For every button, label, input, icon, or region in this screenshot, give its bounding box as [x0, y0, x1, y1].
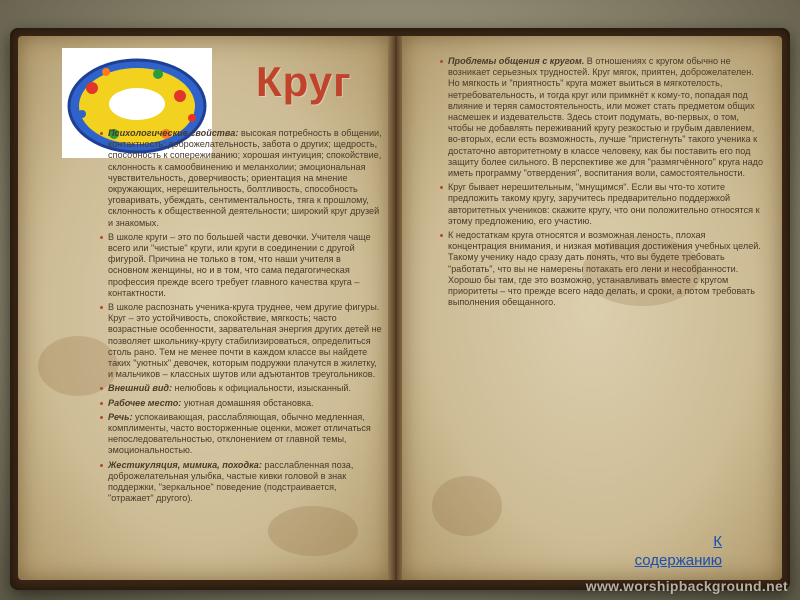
- watermark: www.worshipbackground.net: [585, 578, 788, 594]
- left-paragraph-item-heading: Психологические свойства:: [108, 128, 239, 138]
- page-title: Круг: [256, 58, 352, 105]
- contents-link[interactable]: [635, 532, 722, 570]
- left-text-block: [108, 128, 383, 508]
- contents-link-line2[interactable]: содержанию: [634, 552, 722, 569]
- left-paragraph-item-text: успокаивающая, расслабляющая, обычно медленная, комплименты, часто восторженные оценки, может отличаться непоследовательностью, отклонением от главной темы, эмоциональностью.: [108, 411, 371, 456]
- left-paragraph-item-text: В школе круги – это по большей части девочки. Учителя чаще всего или "чистые" круги, или круги в соединении с другой фигурой. Причина не только в том, что наши учителя в основном женщины, но и в том, что сама педагогическая профессия прежде всего требует главного качества круга – контактности.: [108, 231, 371, 298]
- right-paragraph-item-text: Круг бывает нерешительным, "мнущимся". Если вы что-то хотите предложить такому кругу, заручитесь предварительно поддержкой авторитетных учеников: скажите кругу, что они положительно относятся к этому предложению, его участию.: [448, 182, 760, 226]
- left-paragraph-item-text: расслабленная поза, доброжелательная улыбка, частые кивки головой в знак поддержки, "зеркальное" поведение (подстраивается, "отражает" другого).: [108, 459, 354, 504]
- right-paragraph-item: [448, 56, 766, 179]
- left-paragraph-item-heading: Рабочее место:: [108, 397, 182, 408]
- open-book: [10, 28, 790, 590]
- left-paragraph-item-heading: Речь:: [108, 411, 133, 422]
- right-text-block: [448, 56, 766, 311]
- left-paragraph-item: [108, 412, 383, 457]
- left-paragraph-item: [108, 383, 383, 394]
- left-paragraph-item: [108, 302, 383, 380]
- left-paragraph-item-text: нелюбовь к официальности, изысканный.: [172, 383, 352, 394]
- right-paragraph-item-heading: Проблемы общения с кругом.: [448, 56, 585, 66]
- left-paragraph-item: [108, 128, 383, 229]
- contents-link-line1[interactable]: К: [713, 533, 722, 550]
- right-paragraph-item-text: В отношениях с кругом обычно не возникает серьезных трудностей. Круг мягок, приятен, доброжелателен. Но мягкость и "приятность" круга может выиться в мягкотелость, нетребовательность, и тогда круг или примкнёт к кому-то, попадая под влияние и теряя самостоятельность, или может стать предметом общих насмешек и издевательств. Здесь стоит подумать, во-первых, о том, чтобы не добавлять переживаний кругу резкостью и грубым давлением, во-вторых, если есть возможность, лучше "пристегнуть" такого ученика к достаточно авторитетному в классе человеку, как бы поставить его под защиту более сильного. В перспективе же для "размягчённого" круга надо иметь программу "отвердения", воспитания воли, самостоятельности.: [448, 56, 764, 179]
- left-paragraph-item-text: уютная домашняя обстановка.: [181, 397, 314, 408]
- left-paragraph-item-text: высокая потребность в общении, контактность; доброжелательность, забота о других; щедрость, способность к сопереживанию; хорошая интуиция; спокойствие, склонность к самообвинению и меланхолии; эмоциональная чувствительность, доверчивость; ориентация на мнение окружающих, нерешительность, болтливость, способность уговаривать, убеждать, сентиментальность, тяга к прошлому, склонность к общественной деятельности; широкий круг друзей и знакомых.: [108, 128, 382, 228]
- left-paragraph-item-heading: Жестикуляция, мимика, походка:: [108, 459, 262, 470]
- right-paragraph-item: [448, 230, 766, 308]
- right-paragraph-item: [448, 182, 766, 227]
- right-paragraph-item-text: К недостаткам круга относятся и возможная леность, плохая концентрация внимания, и низкая мотивация достижения учебных целей. Такому ученику надо сразу дать понять, что вы будете требовать "работать", что вы не намерены потакать его лени и несобранности. Хорошо бы там, где это возможно, устанавливать вместе с кругом приоритеты – что прежде всего надо делать, и сроки, а потом требовать выполнения обещанного.: [448, 230, 761, 308]
- left-paragraph-item-text: В школе распознать ученика-круга труднее, чем другие фигуры. Круг – это устойчивость, спокойствие, мягкость; часто возрастные особенности, зарвательная энергия других детей не позволяет школьнику-кругу стабилизироваться, определиться столь рано. Тем не менее почти в каждом классе вы найдете таких "уютных" девочек, которым подружки плачутся в жилетку, и мальчиков – классных шутов или адъютантов треугольников.: [108, 302, 382, 380]
- right-page: [402, 36, 782, 580]
- left-paragraph-item: [108, 460, 383, 505]
- left-paragraph-item: [108, 398, 383, 409]
- left-paragraph-item-heading: Внешний вид:: [108, 383, 173, 394]
- left-paragraph-item: [108, 232, 383, 299]
- left-page: [18, 36, 390, 580]
